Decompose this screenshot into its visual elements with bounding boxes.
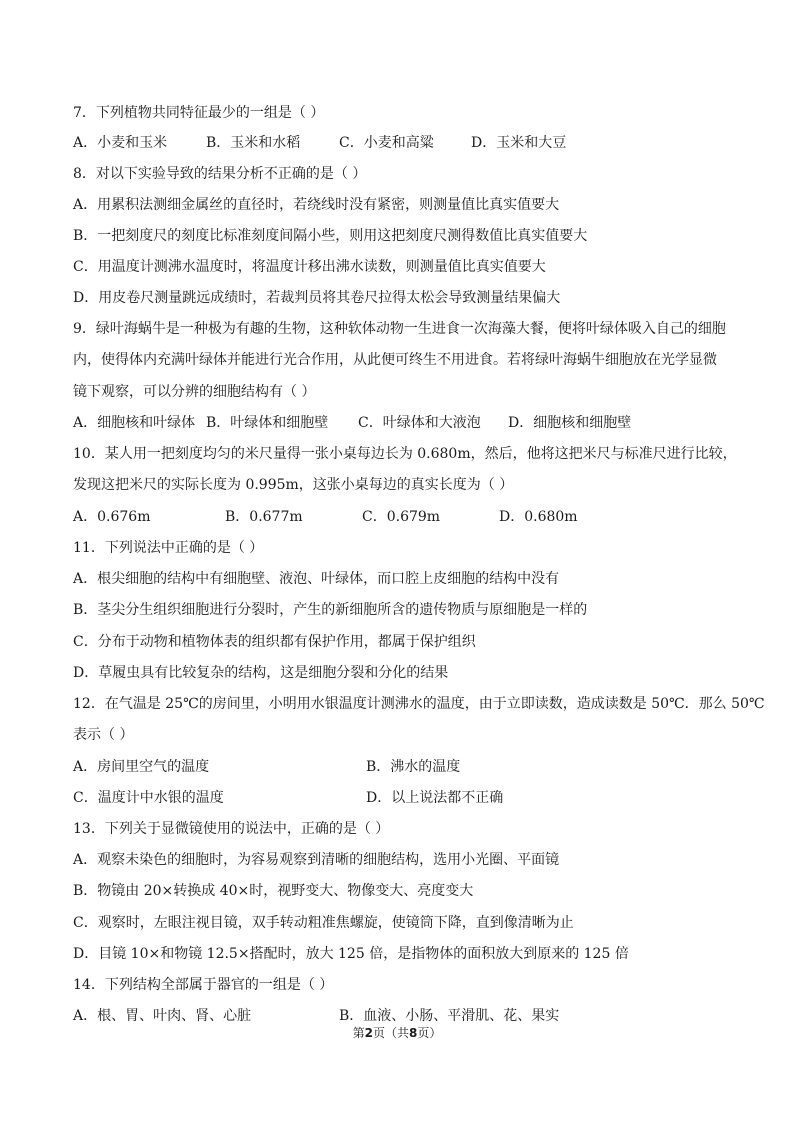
footer-middle: 页（共 <box>372 1026 409 1040</box>
question-9-option-c: C．叶绿体和大液泡 <box>358 415 481 431</box>
question-11-stem: 11．下列说法中正确的是（ ） <box>73 540 264 556</box>
question-9-stem-line-3: 镜下观察，可以分辨的细胞结构有（ ） <box>73 384 316 400</box>
footer-suffix: 页） <box>417 1026 442 1040</box>
question-12-option-c: C．温度计中水银的温度 <box>73 790 224 806</box>
question-11-option-a: A．根尖细胞的结构中有细胞壁、液泡、叶绿体，而口腔上皮细胞的结构中没有 <box>73 571 560 587</box>
question-9-stem-line-2: 内，使得体内充满叶绿体并能进行光合作用，从此便可终生不用进食。若将绿叶海蜗牛细胞放在光学显微 <box>73 352 717 368</box>
question-7-option-b: B．玉米和水稻 <box>206 135 301 151</box>
question-7-option-c: C．小麦和高粱 <box>339 135 434 151</box>
question-8-stem: 8．对以下实验导致的结果分析不正确的是（ ） <box>73 166 367 182</box>
question-12-option-a: A．房间里空气的温度 <box>73 759 210 775</box>
question-13-option-b: B．物镜由 20×转换成 40×时，视野变大、物像变大、亮度变大 <box>73 883 474 899</box>
footer-total-pages: 8 <box>409 1026 418 1040</box>
question-8-option-d: D．用皮卷尺测量跳远成绩时，若裁判员将其卷尺拉得太松会导致测量结果偏大 <box>73 290 561 306</box>
question-10-stem-line-1: 10．某人用一把刻度均匀的米尺量得一张小桌每边长为 0.680m，然后，他将这把米尺与标准尺进行比较， <box>73 446 737 462</box>
page-footer <box>0 1025 794 1041</box>
footer-prefix: 第 <box>352 1026 365 1040</box>
question-12-option-b: B．沸水的温度 <box>366 759 461 775</box>
question-7-option-a: A．小麦和玉米 <box>73 135 168 151</box>
question-12-option-d: D．以上说法都不正确 <box>366 790 504 806</box>
question-11-option-b: B．茎尖分生组织细胞进行分裂时，产生的新细胞所含的遗传物质与原细胞是一样的 <box>73 602 588 618</box>
question-10-option-b: B．0.677m <box>225 509 303 525</box>
question-13-stem: 13．下列关于显微镜使用的说法中，正确的是（ ） <box>73 821 390 837</box>
question-12-stem-line-2: 表示（ ） <box>73 727 134 743</box>
question-9-option-a: A．细胞核和叶绿体 <box>73 415 196 431</box>
question-11-option-c: C．分布于动物和植物体表的组织都有保护作用，都属于保护组织 <box>73 634 476 650</box>
question-10-stem-line-2: 发现这把米尺的实际长度为 0.995m，这张小桌每边的真实长度为（ ） <box>73 477 514 493</box>
question-13-option-a: A．观察未染色的细胞时，为容易观察到清晰的细胞结构，选用小光圈、平面镜 <box>73 852 560 868</box>
question-7-option-d: D．玉米和大豆 <box>471 135 567 151</box>
question-7-stem: 7．下列植物共同特征最少的一组是（ ） <box>73 105 325 121</box>
question-9-option-b: B．叶绿体和细胞壁 <box>206 415 329 431</box>
question-14-option-b: B．血液、小肠、平滑肌、花、果实 <box>339 1008 560 1024</box>
question-10-option-d: D．0.680m <box>499 509 578 525</box>
question-13-option-c: C．观察时，左眼注视目镜，双手转动粗准焦螺旋，使镜筒下降，直到像清晰为止 <box>73 915 574 931</box>
question-8-option-b: B．一把刻度尺的刻度比标准刻度间隔小些，则用这把刻度尺测得数值比真实值要大 <box>73 228 588 244</box>
question-14-stem: 14．下列结构全部属于器官的一组是（ ） <box>73 977 334 993</box>
footer-page-number: 2 <box>364 1026 373 1040</box>
question-14-option-a: A．根、胃、叶肉、肾、心脏 <box>73 1008 252 1024</box>
question-13-option-d: D．目镜 10×和物镜 12.5×搭配时，放大 125 倍，是指物体的面积放大到原来的 125 倍 <box>73 946 629 962</box>
question-10-option-a: A．0.676m <box>73 509 151 525</box>
question-12-stem-line-1: 12．在气温是 25℃的房间里，小明用水银温度计测沸水的温度，由于立即读数，造成读数是 50℃．那么 50℃ <box>73 696 765 712</box>
question-8-option-a: A．用累积法测细金属丝的直径时，若绕线时没有紧密，则测量值比真实值要大 <box>73 197 560 213</box>
question-9-option-d: D．细胞核和细胞壁 <box>508 415 632 431</box>
question-11-option-d: D．草履虫具有比较复杂的结构，这是细胞分裂和分化的结果 <box>73 665 449 681</box>
question-10-option-c: C．0.679m <box>362 509 441 525</box>
question-8-option-c: C．用温度计测沸水温度时，将温度计移出沸水读数，则测量值比真实值要大 <box>73 259 546 275</box>
question-9-stem-line-1: 9．绿叶海蜗牛是一种极为有趣的生物，这种软体动物一生进食一次海藻大餐，便将叶绿体吸入自己的细胞 <box>73 321 726 337</box>
